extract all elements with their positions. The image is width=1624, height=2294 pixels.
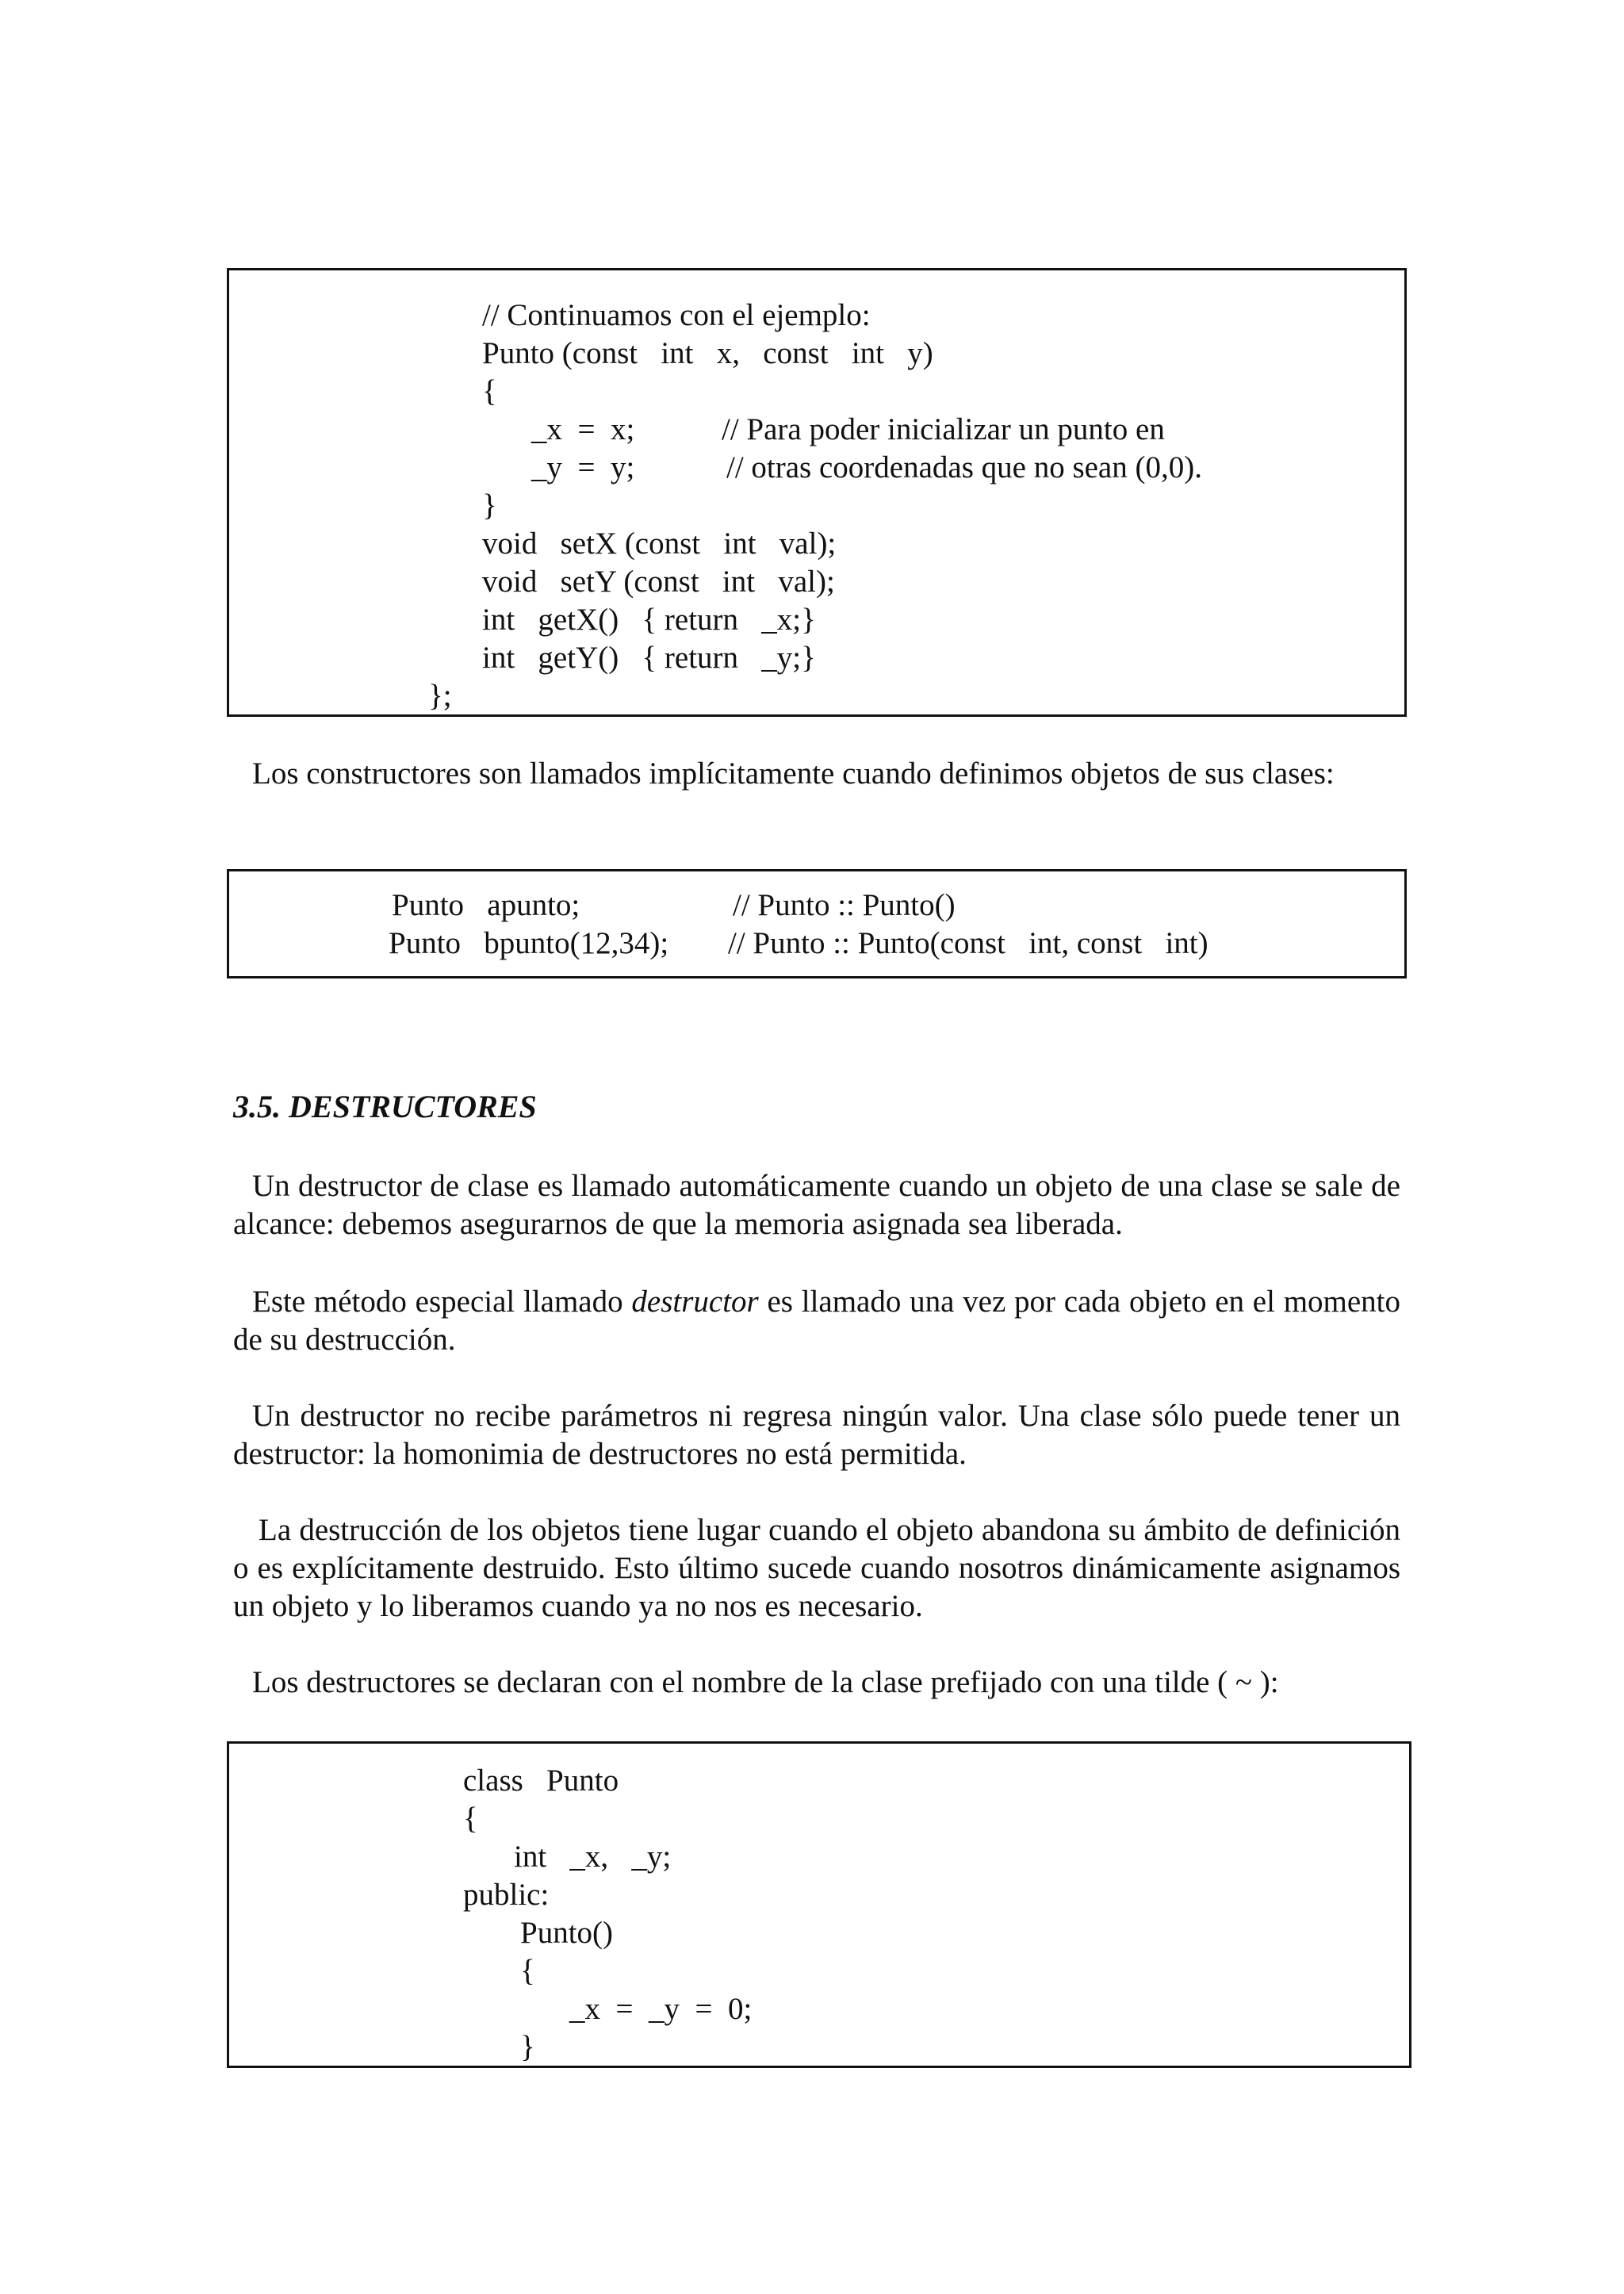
code-line: void setX (const int val);: [482, 527, 837, 561]
paragraph-text: La destrucción de los objetos tiene lugar cuando el objeto abandona su ámbito de definición o es explícitamente destruido. Esto último sucede cuando nosotros dinámicamente asignamos un objeto y lo liberamos cuando ya no nos es necesario.: [233, 1513, 1400, 1623]
code-line: }: [520, 2030, 535, 2064]
code-line: }: [482, 488, 497, 523]
code-comment: // Punto :: Punto(): [733, 888, 956, 922]
paragraph-text: Un destructor de clase es llamado automáticamente cuando un objeto de una clase se sale de alcance: debemos asegurarnos de que la memoria asignada sea liberada.: [233, 1169, 1400, 1241]
code-line: Punto bpunto(12,34);: [389, 926, 669, 960]
paragraph-5: [233, 1664, 1400, 1702]
code-line: _x = x;: [531, 412, 635, 446]
code-line: int getX() { return _x;}: [482, 603, 816, 637]
code-line: int getY() { return _y;}: [482, 641, 816, 675]
paragraph-text: Un destructor no recibe parámetros ni regresa ningún valor. Una clase sólo puede tener un destructor: la homonimia de destructores no está permitida.: [233, 1399, 1400, 1471]
code-line: Punto(): [520, 1916, 613, 1950]
paragraph-2: [233, 1283, 1400, 1359]
code-line: void setY (const int val);: [482, 565, 835, 599]
code-line: };: [428, 679, 452, 713]
paragraph-text: Los destructores se declaran con el nombre de la clase prefijado con una tilde ( ~ ):: [252, 1665, 1279, 1699]
paragraph-text: es llamado una vez por cada objeto en el momento de su destrucción.: [233, 1285, 1401, 1357]
code-line: {: [482, 374, 497, 408]
paragraph-text: Este método especial llamado: [252, 1285, 623, 1319]
paragraph-4: [233, 1511, 1400, 1626]
code-line: Punto apunto;: [392, 888, 580, 922]
code-comment: // Punto :: Punto(const int, const int): [728, 926, 1208, 960]
code-block-class-punto: [227, 1741, 1411, 2068]
paragraph-3: [233, 1397, 1400, 1473]
code-line: _y = y;: [531, 450, 635, 484]
code-line: // Continuamos con el ejemplo:: [482, 298, 871, 332]
code-line: Punto (const int x, const int y): [482, 336, 933, 370]
code-comment: // Para poder inicializar un punto en: [722, 412, 1165, 446]
paragraph-text: Los constructores son llamados implícitamente cuando definimos objetos de sus clases:: [252, 756, 1335, 791]
code-line: class Punto: [463, 1764, 619, 1798]
paragraph-1: [233, 1167, 1400, 1243]
code-line: public:: [463, 1878, 550, 1912]
italic-term: destructor: [631, 1285, 759, 1319]
code-comment: // otras coordenadas que no sean (0,0).: [726, 450, 1202, 484]
code-line: {: [463, 1802, 478, 1836]
code-line: {: [520, 1954, 535, 1988]
code-line: _x = _y = 0;: [569, 1992, 753, 2026]
code-line: int _x, _y;: [514, 1840, 672, 1874]
section-heading: 3.5. DESTRUCTORES: [233, 1089, 537, 1124]
paragraph-constructores: [233, 755, 1400, 793]
